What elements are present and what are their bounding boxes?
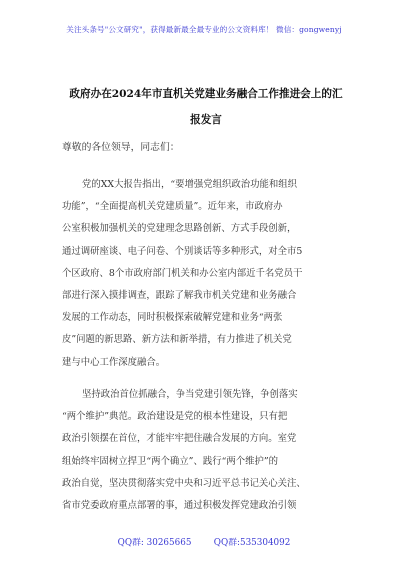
paragraph-line: 功能”，“全面提高机关党建质量”。近年来，市政府办 <box>62 201 283 213</box>
paragraph-2 <box>62 384 346 517</box>
document-title <box>58 81 354 133</box>
paragraph-line: 省市党委政府重点部署的事，通过积极发挥党建政治引领 <box>62 499 297 511</box>
promo-banner: 关注头条号"公文研究"，获得最新最全最专业的公文资料库！ 微信：gongwenyj <box>66 25 342 34</box>
footer-qq-groups: QQ群: 30265665 QQ群:535304092 <box>117 538 291 548</box>
paragraph-line: “两个维护”典范。政治建设是党的根本性建设，只有把 <box>62 411 288 423</box>
paragraph-line: 公室积极加强机关的党建理念思路创新、方式手段创新， <box>62 223 297 235</box>
document-title-line-1: 政府办在2024年市直机关党建业务融合工作推进会上的汇 <box>69 88 343 100</box>
paragraph-line: 部进行深入摸排调查，跟踪了解我市机关党建和业务融合 <box>62 289 297 301</box>
paragraph-1 <box>62 174 346 374</box>
paragraph-line: 政治引领摆在首位，才能牢牢把住融合发展的方向。室党 <box>62 433 297 445</box>
paragraph-line: 皮”问题的新思路、新方法和新举措，有力推进了机关党 <box>62 334 292 346</box>
paragraph-line: 坚持政治首位抓融合，争当党建引领先锋，争创落实 <box>82 389 298 400</box>
paragraph-line: 发展的工作动态，同时积极探索破解党建和业务“两张 <box>62 312 283 324</box>
paragraph-line: 建与中心工作深度融合。 <box>62 356 166 368</box>
salutation: 尊敬的各位领导，同志们： <box>62 142 180 153</box>
paragraph-line: 政治自觉，坚决贯彻落实党中央和习近平总书记关心关注、 <box>62 477 306 489</box>
paragraph-line: 个区政府、8个市政府部门机关和办公室内部近千名党员干 <box>62 267 303 279</box>
paragraph-line: 通过调研座谈、电子问卷、个别谈话等多种形式，对全市5 <box>62 245 303 257</box>
document-title-line-2: 报发言 <box>190 114 222 126</box>
paragraph-line: 组始终牢固树立捍卫“两个确立”、践行“两个维护”的 <box>62 455 279 467</box>
paragraph-line: 党的XX大报告指出，“要增强党组织政治功能和组织 <box>82 179 298 190</box>
